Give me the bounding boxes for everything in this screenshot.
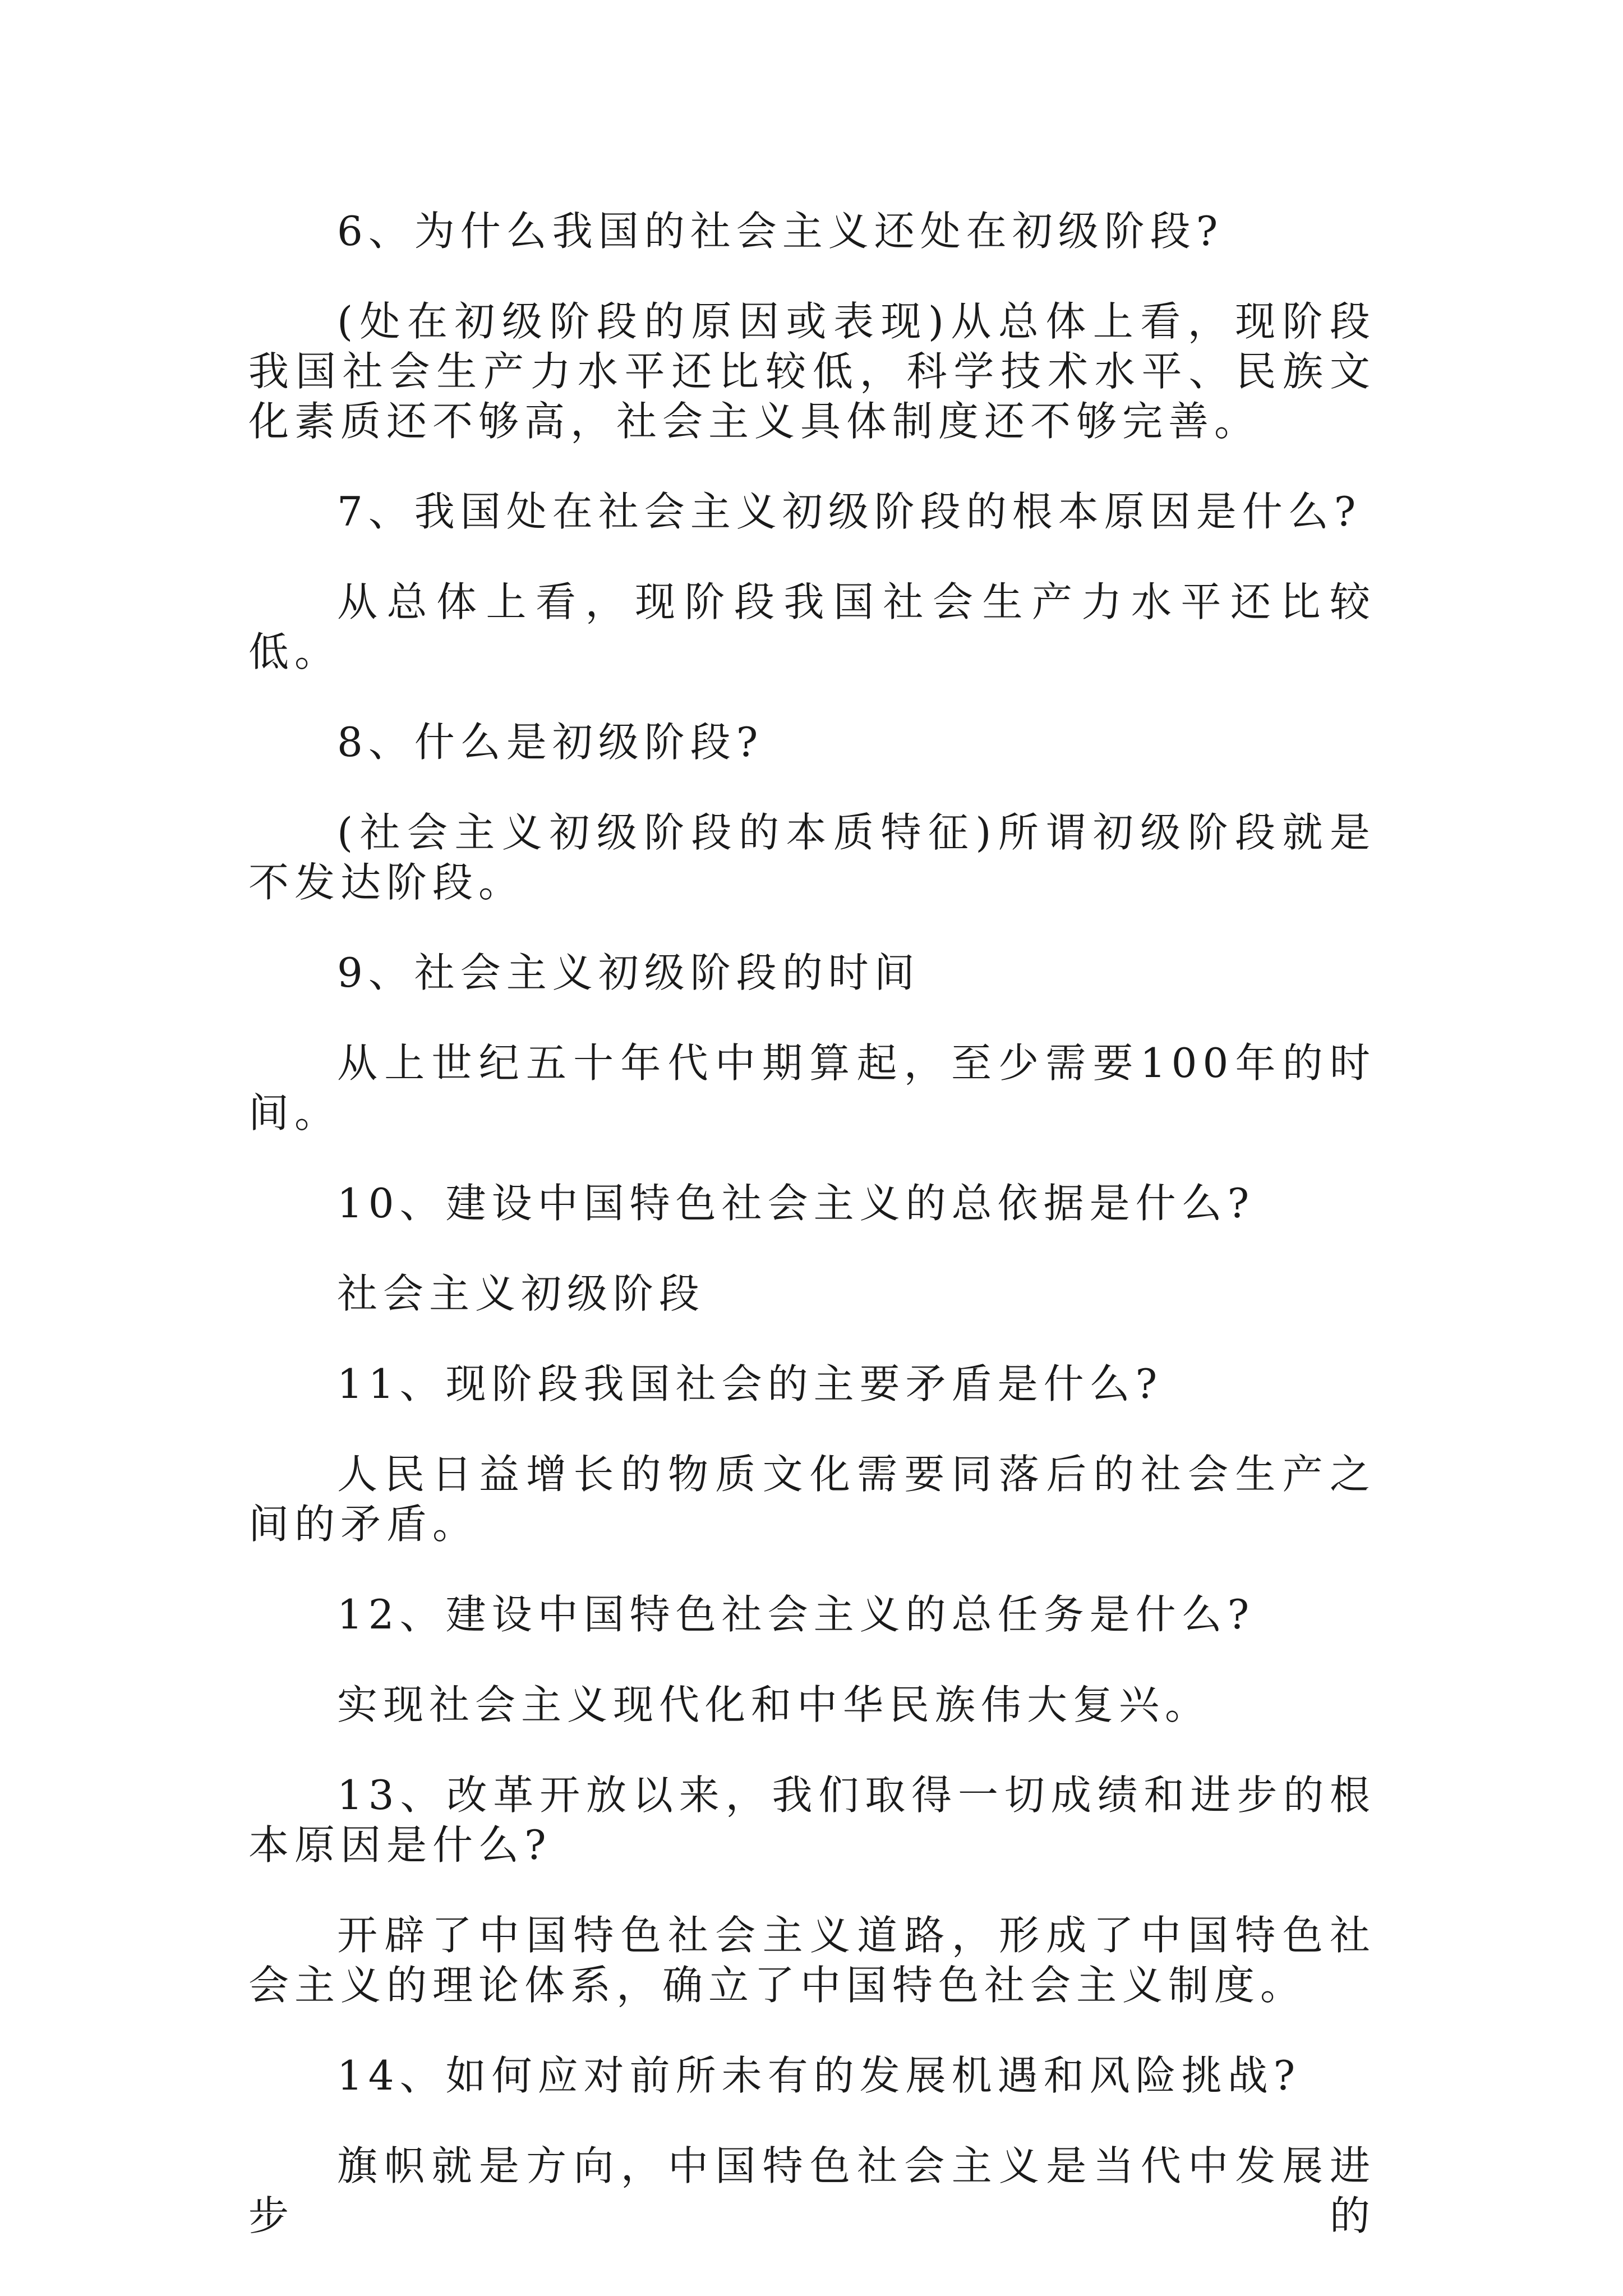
answer-8: (社会主义初级阶段的本质特征)所谓初级阶段就是不发达阶段。 [248, 809, 1376, 906]
answer-7: 从总体上看，现阶段我国社会生产力水平还比较低。 [248, 578, 1376, 675]
question-6: 6、为什么我国的社会主义还处在初级阶段? [337, 208, 1224, 255]
answer-11: 人民日益增长的物质文化需要同落后的社会生产之间的矛盾。 [248, 1451, 1376, 1548]
answer-14: 旗帜就是方向，中国特色社会主义是当代中发展进步的 [248, 2142, 1376, 2239]
answer-6: (处在初级阶段的原因或表现)从总体上看，现阶段我国社会生产力水平还比较低，科学技术水平、民族文化素质还不够高，社会主义具体制度还不够完善。 [248, 298, 1376, 445]
question-8: 8、什么是初级阶段? [337, 719, 764, 766]
question-9: 9、社会主义初级阶段的时间 [337, 949, 920, 996]
document-body [248, 206, 1376, 2241]
answer-12: 实现社会主义现代化和中华民族伟大复兴。 [337, 1681, 1211, 1728]
answer-10: 社会主义初级阶段 [337, 1270, 706, 1317]
question-12: 12、建设中国特色社会主义的总任务是什么? [337, 1591, 1255, 1638]
question-14: 14、如何应对前所未有的发展机遇和风险挑战? [337, 2052, 1301, 2099]
question-10: 10、建设中国特色社会主义的总依据是什么? [337, 1180, 1255, 1227]
answer-9: 从上世纪五十年代中期算起，至少需要100年的时间。 [248, 1039, 1376, 1137]
answer-13: 开辟了中国特色社会主义道路，形成了中国特色社会主义的理论体系，确立了中国特色社会主义制度。 [248, 1912, 1376, 2009]
question-11: 11、现阶段我国社会的主要矛盾是什么? [337, 1360, 1163, 1407]
question-13: 13、改革开放以来，我们取得一切成绩和进步的根本原因是什么? [248, 1772, 1376, 1869]
question-7: 7、我国处在社会主义初级阶段的根本原因是什么? [337, 488, 1362, 535]
